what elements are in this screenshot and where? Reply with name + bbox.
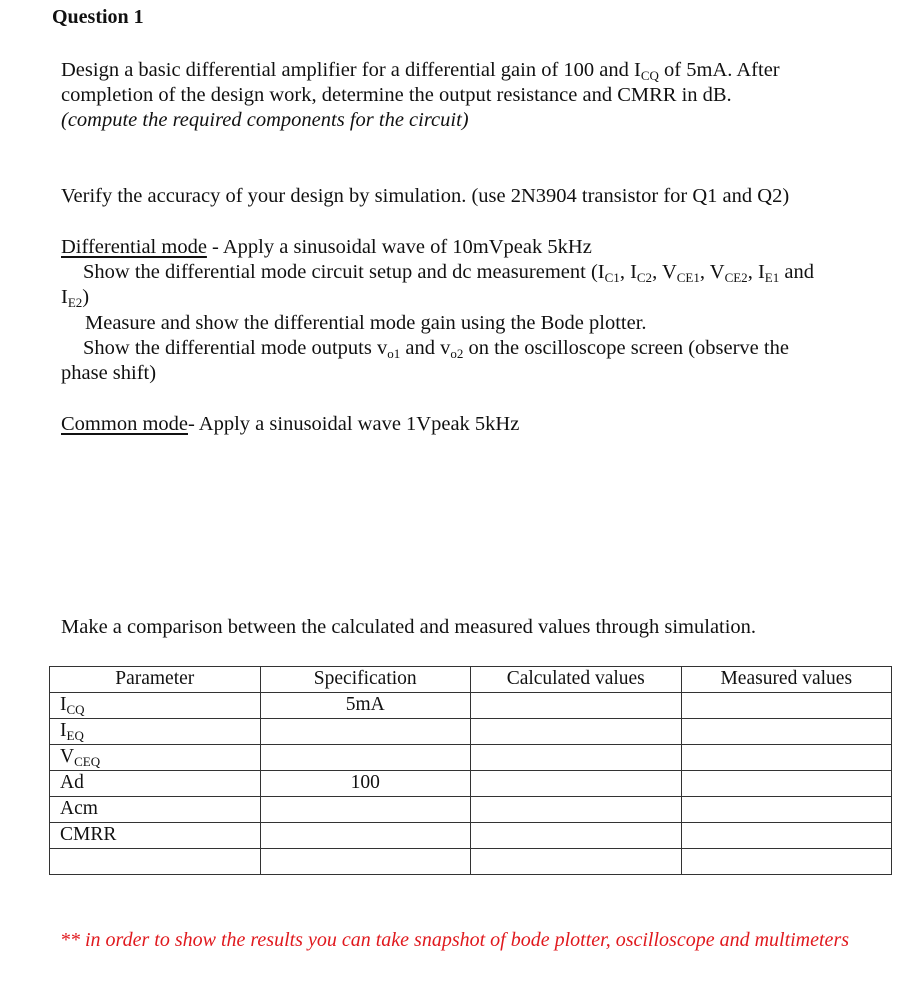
calc-cell bbox=[471, 797, 682, 823]
sep: , V bbox=[652, 261, 677, 283]
meas-cell bbox=[681, 797, 892, 823]
outputs-end: on the oscilloscope screen (observe the bbox=[463, 337, 789, 359]
spec-cell bbox=[260, 719, 471, 745]
table-row bbox=[50, 797, 892, 823]
common-mode-spec: - Apply a sinusoidal wave 1Vpeak 5kHz bbox=[187, 413, 520, 435]
header-specification: Specification bbox=[260, 667, 471, 693]
outputs-mid: and v bbox=[400, 337, 451, 359]
differential-setup-line-2 bbox=[61, 285, 89, 310]
setup-text-end: and bbox=[779, 261, 814, 283]
param-main: I bbox=[60, 694, 67, 715]
sub-e1: E1 bbox=[764, 270, 780, 285]
results-table bbox=[49, 666, 892, 875]
param-main: CMRR bbox=[60, 824, 117, 845]
question-title: Question 1 bbox=[52, 6, 144, 28]
spec-cell bbox=[260, 849, 471, 875]
param-cell bbox=[50, 849, 261, 875]
table-row bbox=[50, 693, 892, 719]
spec-cell bbox=[260, 797, 471, 823]
common-mode-heading: Common mode bbox=[61, 413, 188, 435]
differential-mode-spec: - Apply a sinusoidal wave of 10mVpeak 5kHz bbox=[206, 236, 592, 258]
differential-mode-heading: Differential mode bbox=[61, 236, 207, 258]
param-cell bbox=[50, 797, 261, 823]
sub-o1: o1 bbox=[387, 346, 401, 361]
calc-cell bbox=[471, 719, 682, 745]
calc-cell bbox=[471, 771, 682, 797]
table-row bbox=[50, 771, 892, 797]
spec-cell bbox=[260, 745, 471, 771]
sub-ce2: CE2 bbox=[724, 270, 748, 285]
header-parameter: Parameter bbox=[50, 667, 261, 693]
header-calculated: Calculated values bbox=[471, 667, 682, 693]
table-row bbox=[50, 745, 892, 771]
common-heading-line bbox=[61, 412, 519, 437]
differential-heading-line bbox=[61, 235, 592, 260]
spec-cell bbox=[260, 823, 471, 849]
outputs-text: Show the differential mode outputs v bbox=[83, 337, 388, 359]
design-line-1 bbox=[61, 58, 780, 83]
header-measured: Measured values bbox=[681, 667, 892, 693]
param-cell bbox=[50, 771, 261, 797]
spec-cell: 100 bbox=[260, 771, 471, 797]
setup-close-paren: ) bbox=[82, 286, 90, 308]
sub-c1: C1 bbox=[604, 270, 620, 285]
table-row bbox=[50, 823, 892, 849]
calc-cell bbox=[471, 823, 682, 849]
param-sub: EQ bbox=[66, 728, 84, 743]
table-row bbox=[50, 849, 892, 875]
param-cell bbox=[50, 719, 261, 745]
meas-cell bbox=[681, 771, 892, 797]
differential-setup-line-1 bbox=[83, 260, 814, 285]
spec-cell: 5mA bbox=[260, 693, 471, 719]
meas-cell bbox=[681, 823, 892, 849]
design-line-1-post: of 5mA. After bbox=[658, 59, 780, 81]
calc-cell bbox=[471, 849, 682, 875]
setup-ie2-main: I bbox=[61, 286, 68, 308]
param-main: V bbox=[60, 746, 75, 767]
design-line-1-pre: Design a basic differential amplifier for a differential gain of 100 and I bbox=[61, 59, 641, 81]
calc-cell bbox=[471, 693, 682, 719]
sep: , I bbox=[747, 261, 765, 283]
sub-e2: E2 bbox=[67, 295, 83, 310]
verify-text: Verify the accuracy of your design by simulation. (use 2N3904 transistor for Q1 and Q2) bbox=[61, 185, 790, 207]
param-cell bbox=[50, 745, 261, 771]
differential-gain-text: Measure and show the differential mode gain using the Bode plotter. bbox=[85, 312, 647, 334]
sub-o2: o2 bbox=[450, 346, 464, 361]
param-sub: CEQ bbox=[74, 754, 101, 769]
param-cell bbox=[50, 823, 261, 849]
calc-cell bbox=[471, 745, 682, 771]
setup-text: Show the differential mode circuit setup and dc measurement (I bbox=[83, 261, 605, 283]
sub-c2: C2 bbox=[636, 270, 653, 285]
table-header-row bbox=[50, 667, 892, 693]
design-line-3: (compute the required components for the circuit) bbox=[61, 109, 469, 131]
meas-cell bbox=[681, 693, 892, 719]
param-sub: CQ bbox=[66, 702, 85, 717]
design-line-2: completion of the design work, determine the output resistance and CMRR in dB. bbox=[61, 84, 732, 106]
param-main: Acm bbox=[60, 798, 98, 819]
comparison-text: Make a comparison between the calculated and measured values through simulation. bbox=[61, 616, 757, 638]
sep: , V bbox=[699, 261, 725, 283]
meas-cell bbox=[681, 849, 892, 875]
param-main: Ad bbox=[60, 772, 84, 793]
design-icq-subscript: CQ bbox=[640, 68, 659, 83]
meas-cell bbox=[681, 745, 892, 771]
sub-ce1: CE1 bbox=[676, 270, 700, 285]
note-text: ** in order to show the results you can take snapshot of bode plotter, oscilloscope and multimeters bbox=[60, 929, 850, 951]
meas-cell bbox=[681, 719, 892, 745]
param-cell bbox=[50, 693, 261, 719]
differential-outputs-line-2: phase shift) bbox=[61, 362, 157, 384]
param-main: I bbox=[60, 720, 67, 741]
table-row bbox=[50, 719, 892, 745]
sep: , I bbox=[619, 261, 637, 283]
differential-outputs-line-1 bbox=[83, 336, 789, 361]
